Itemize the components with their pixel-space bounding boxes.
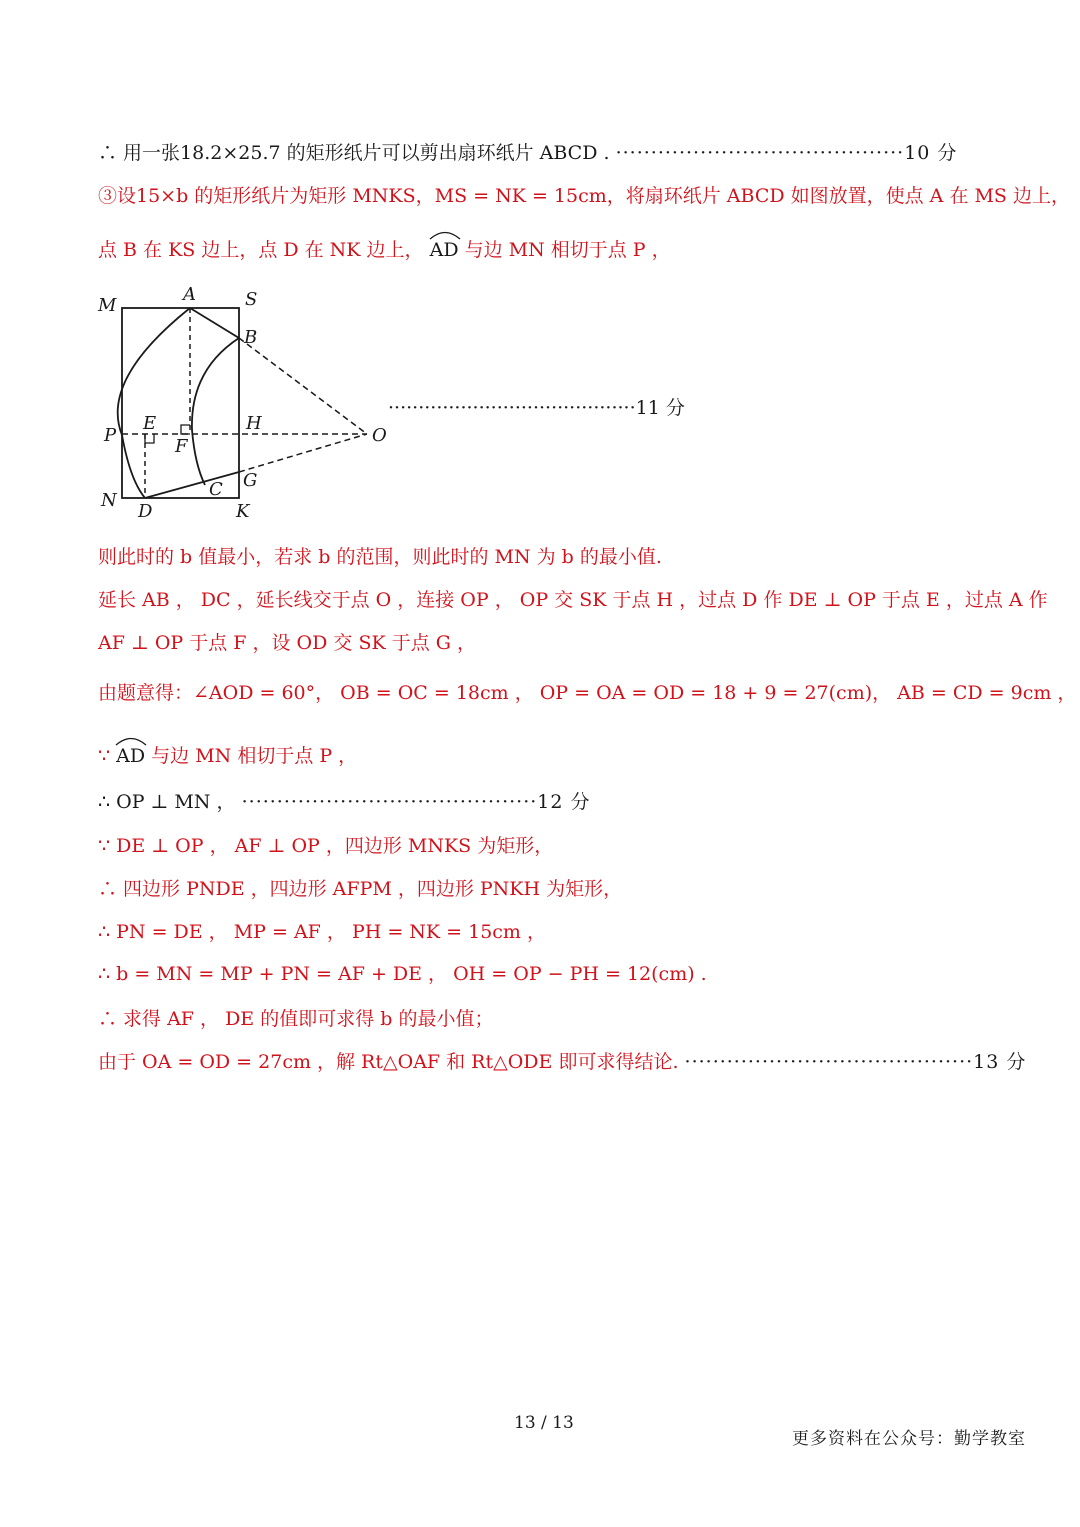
- label-g: G: [243, 470, 258, 491]
- line-3-post: 与边 MN 相切于点 P ，: [464, 239, 671, 261]
- line-11: [98, 877, 622, 901]
- geometry-figure: [95, 285, 395, 520]
- line-1: [98, 141, 957, 165]
- label-p: P: [104, 425, 117, 446]
- label-m: M: [98, 295, 117, 316]
- line-12: [98, 920, 546, 944]
- extension-go: [239, 434, 367, 472]
- arc-mark-icon: [428, 228, 462, 240]
- line-14-text: ∴ 求得 AF ， DE 的值即可求得 b 的最小值；: [98, 1008, 494, 1030]
- page-number: 13 / 13: [514, 1413, 574, 1433]
- line-2: [98, 184, 1070, 208]
- line-5-text: 延长 AB ， DC ，延长线交于点 O ，连接 OP ， OP 交 SK 于点 H ，过点 D 作 DE ⊥ OP 于点 E ，过点 A 作: [98, 589, 1048, 611]
- line-9-text: ∴ OP ⊥ MN ，: [98, 791, 236, 813]
- label-b: B: [244, 327, 258, 348]
- line-10-text: ∵ DE ⊥ OP ， AF ⊥ OP ，四边形 MNKS 为矩形，: [98, 835, 554, 857]
- line-11-text: ∴ 四边形 PNDE ，四边形 AFPM ，四边形 PNKH 为矩形，: [98, 878, 623, 900]
- line-1-score: ·········································10 分: [615, 142, 958, 164]
- line-14: [98, 1007, 493, 1031]
- inner-arc-bc: [192, 338, 239, 485]
- line-7-text: 由题意得：∠AOD = 60°， OB = OC = 18cm ， OP = OA = OD = 18 + 9 = 27(cm)， AB = CD = 9cm ，: [98, 682, 1077, 704]
- arc-mark-icon: [114, 734, 148, 746]
- line-1-text: ∴ 用一张18.2×25.7 的矩形纸片可以剪出扇环纸片 ABCD .: [98, 142, 610, 164]
- arc-ad: [430, 234, 459, 262]
- label-k: K: [236, 501, 250, 520]
- line-8-post: 与边 MN 相切于点 P ，: [151, 745, 358, 767]
- footer-note: 更多资料在公众号：勤学教室: [792, 1429, 1026, 1449]
- line-3-pre: 点 B 在 KS 边上，点 D 在 NK 边上，: [98, 239, 424, 261]
- label-o: O: [372, 425, 387, 446]
- label-e: E: [143, 413, 157, 434]
- line-9: [98, 790, 591, 814]
- rectangle-mnks: [122, 308, 239, 498]
- line-5: [98, 588, 1048, 612]
- line-4: [98, 545, 662, 569]
- label-f: F: [175, 436, 188, 457]
- label-a: A: [183, 285, 196, 305]
- line-8-pre: ∵: [98, 745, 117, 767]
- right-angle-f-icon: [181, 425, 190, 434]
- label-d: D: [138, 501, 153, 520]
- line-9-score: ··········································12 分: [241, 791, 591, 813]
- line-13-text: ∴ b = MN = MP + PN = AF + DE ， OH = OP − PH = 12(cm) .: [98, 963, 707, 985]
- line-4-text: 则此时的 b 值最小，若求 b 的范围，则此时的 MN 为 b 的最小值.: [98, 546, 662, 568]
- line-15-score: ·········································13 分: [684, 1051, 1027, 1073]
- figure-score: ·········································11 分: [388, 397, 685, 419]
- line-2-text: ③设15×b 的矩形纸片为矩形 MNKS，MS = NK = 15cm，将扇环纸片 ABCD 如图放置，使点 A 在 MS 边上，: [98, 185, 1070, 207]
- line-6: [98, 631, 476, 655]
- segment-dg: [145, 472, 239, 498]
- line-10: [98, 834, 553, 858]
- arc-ad-2: [116, 740, 145, 768]
- right-angle-e-icon: [145, 434, 154, 443]
- line-6-text: AF ⊥ OP 于点 F ，设 OD 交 SK 于点 G ，: [98, 632, 476, 654]
- label-n: N: [101, 490, 117, 511]
- line-3: [98, 234, 671, 262]
- arc-ad-2-label: AD: [116, 745, 146, 767]
- line-13: [98, 962, 707, 986]
- label-s: S: [245, 289, 258, 310]
- outer-arc-ad: [118, 308, 190, 498]
- line-15-text: 由于 OA = OD = 27cm ，解 Rt△OAF 和 Rt△ODE 即可求得结论.: [98, 1051, 679, 1073]
- line-7: [98, 681, 1076, 705]
- label-h: H: [246, 413, 262, 434]
- line-15: [98, 1050, 1026, 1074]
- line-8: [98, 740, 357, 768]
- label-c: C: [209, 479, 223, 500]
- segment-ab: [190, 308, 239, 338]
- line-12-text: ∴ PN = DE ， MP = AF ， PH = NK = 15cm ，: [98, 921, 546, 943]
- arc-ad-label: AD: [429, 239, 459, 261]
